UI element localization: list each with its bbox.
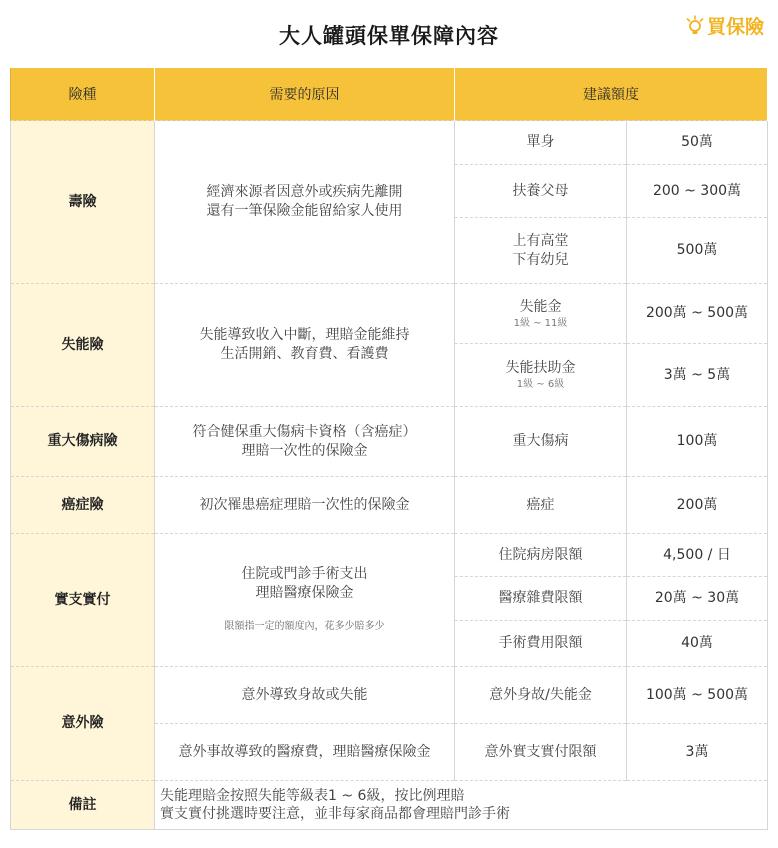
logo-text: 買保險: [706, 16, 764, 38]
reason-line: 失能導致收入中斷，理賠金能維持: [199, 327, 410, 343]
item-line: 上有高堂: [512, 232, 569, 249]
reason-line: 還有一筆保險金能留給家人使用: [206, 203, 403, 219]
table-row: [11, 284, 768, 344]
amount-cell: 20萬 ~ 30萬: [627, 577, 768, 621]
table-row: [11, 477, 768, 534]
amount-cell: 200萬: [627, 477, 768, 534]
reason-line: 理賠一次性的保險金: [241, 442, 368, 459]
table-row: [11, 667, 768, 724]
item-cell: 意外實支實付限額: [455, 724, 627, 781]
item-cell: 住院病房限額: [455, 534, 627, 577]
amount-cell: 100萬: [627, 407, 768, 477]
item-cell: 癌症: [455, 477, 627, 534]
item-cell: [455, 284, 627, 344]
item-line: 下有幼兒: [512, 251, 569, 268]
item-cell: [455, 218, 627, 284]
amount-cell: 4,500 / 日: [627, 534, 768, 577]
reason-line: 生活開銷、教育費、看護費: [220, 346, 389, 362]
reason-line: 理賠醫療保險金: [255, 584, 354, 601]
table-row: [11, 407, 768, 477]
reason-life: [155, 121, 455, 284]
amount-cell: 200萬 ~ 500萬: [627, 284, 768, 344]
reason-accident: 意外事故導致的醫療費，理賠醫療保險金: [155, 724, 455, 781]
amount-cell: 50萬: [627, 121, 768, 165]
item-sub: 1級 ~ 11級: [513, 317, 568, 329]
reason-line: 符合健保重大傷病卡資格（含癌症）: [192, 423, 417, 440]
reason-note: 限額指一定的額度內，花多少賠多少: [224, 620, 385, 632]
amount-cell: 200 ~ 300萬: [627, 165, 768, 218]
item-cell: 手術費用限額: [455, 621, 627, 667]
reason-medical: [155, 534, 455, 667]
item-cell: 重大傷病: [455, 407, 627, 477]
remark-cell: [155, 781, 768, 830]
header-amount: 建議額度: [455, 68, 768, 121]
reason-accident: 意外導致身故或失能: [155, 667, 455, 724]
page-title: 大人罐頭保單保障內容: [279, 24, 499, 48]
type-cancer: 癌症險: [11, 477, 155, 534]
lightbulb-icon: [685, 15, 705, 37]
type-disability: 失能險: [11, 284, 155, 407]
reason-cancer: 初次罹患癌症理賠一次性的保險金: [155, 477, 455, 534]
header-type: 險種: [11, 68, 155, 121]
table-header-row: [11, 68, 768, 121]
type-medical: 實支實付: [11, 534, 155, 667]
amount-cell: 3萬 ~ 5萬: [627, 344, 768, 407]
type-accident: 意外險: [11, 667, 155, 781]
reason-critical: [155, 407, 455, 477]
coverage-table: [10, 68, 768, 830]
amount-cell: 500萬: [627, 218, 768, 284]
reason-line: 住院或門診手術支出: [241, 565, 368, 582]
table-row: [11, 781, 768, 830]
reason-line: 經濟來源者因意外或疾病先離開: [206, 184, 403, 200]
item-line: 失能金: [519, 298, 562, 315]
amount-cell: 100萬 ~ 500萬: [627, 667, 768, 724]
item-cell: 醫療雜費限額: [455, 577, 627, 621]
item-sub: 1級 ~ 6級: [516, 379, 565, 390]
remark-line: 實支實付挑選時要注意，並非每家商品都會理賠門診手術: [160, 806, 510, 822]
item-cell: 扶養父母: [455, 165, 627, 218]
table-row: [11, 534, 768, 577]
amount-cell: 40萬: [627, 621, 768, 667]
type-remark: 備註: [11, 781, 155, 830]
item-cell: [455, 344, 627, 407]
remark-line: 失能理賠金按照失能等級表1 ~ 6級，按比例理賠: [160, 788, 465, 804]
reason-disability: [155, 284, 455, 407]
item-cell: 單身: [455, 121, 627, 165]
type-life: 壽險: [11, 121, 155, 284]
item-line: 失能扶助金: [505, 360, 576, 376]
table-row: [11, 121, 768, 165]
amount-cell: 3萬: [627, 724, 768, 781]
brand-logo[interactable]: [685, 12, 764, 39]
item-cell: 意外身故/失能金: [455, 667, 627, 724]
type-critical: 重大傷病險: [11, 407, 155, 477]
header-reason: 需要的原因: [155, 68, 455, 121]
